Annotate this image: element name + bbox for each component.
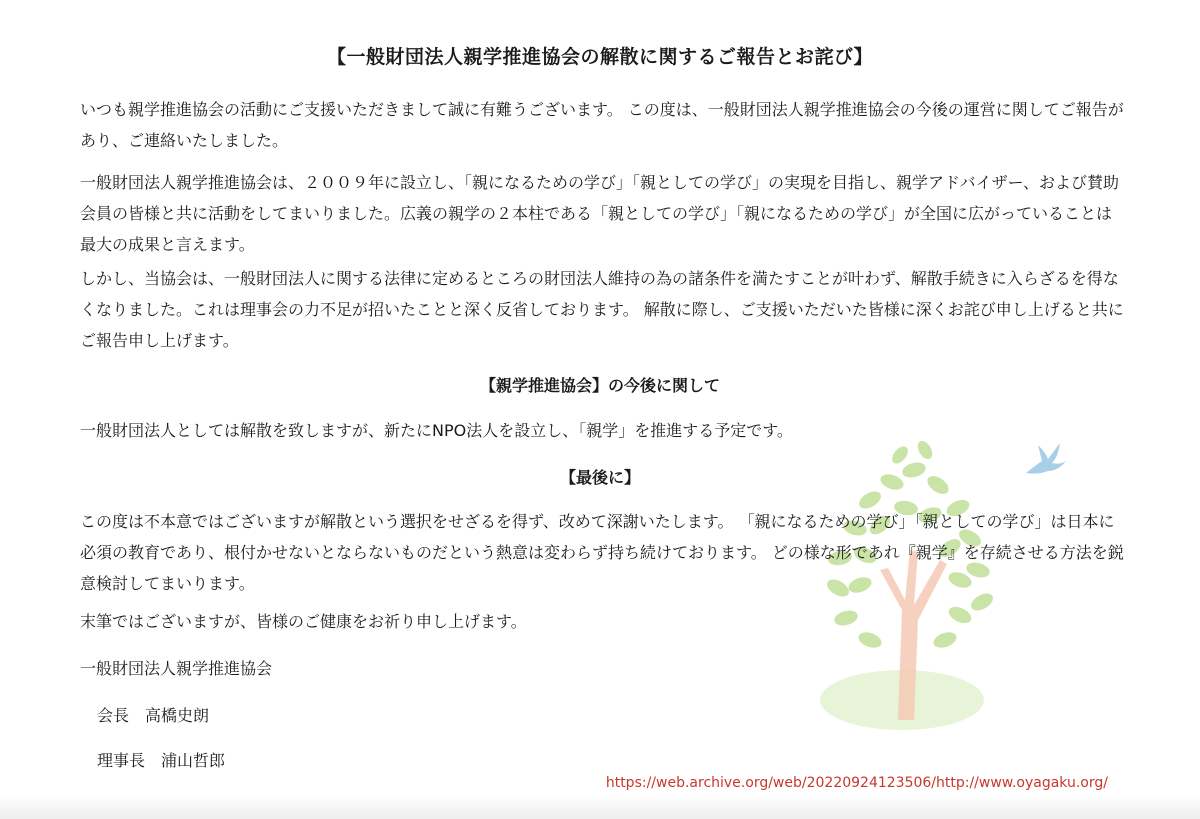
signature-chairman: 理事長 浦山哲郎 — [97, 751, 226, 770]
page-title: 【一般財団法人親学推進協会の解散に関するご報告とお詫び】 — [326, 46, 873, 68]
signature-organization: 一般財団法人親学推進協会 — [80, 659, 273, 678]
future-paragraph: 一般財団法人としては解散を致しますが、新たにNPO法人を設立し、「親学」を推進する予定です。 — [80, 421, 793, 440]
bottom-shadow — [0, 795, 1200, 819]
intro-paragraph: いつも親学推進協会の活動にご支援いただきまして誠に有難うございます。 この度は、一般財団法人親学推進協会の今後の運営に関してご報告があり、ご連絡いたしました。 — [80, 100, 1124, 150]
final-paragraph: この度は不本意ではございますが解散という選択をせざるを得ず、改めて深謝いたします。 「親になるための学び」「親としての学び」は日本に必須の教育であり、根付かせないとならないものだという熱意は変わらず持ち続けております。 どの様な形であれ『親学』を存続させる方法を鋭意検討してまいります。 — [80, 512, 1124, 593]
final-heading: 【最後に】 — [559, 468, 640, 487]
future-heading: 【親学推進協会】の今後に関して — [479, 376, 720, 395]
dissolution-paragraph: しかし、当協会は、一般財団法人に関する法律に定めるところの財団法人維持の為の諸条件を満たすことが叶わず、解散手続きに入らざるを得なくなりました。これは理事会の力不足が招いたことと深く反省しております。 解散に際し、ご支援いただいた皆様に深くお詫び申し上げると共にご報告申し上げます。 — [80, 269, 1124, 350]
closing-paragraph: 末筆ではございますが、皆様のご健康をお祈り申し上げます。 — [80, 612, 527, 631]
signature-president: 会長 高橋史朗 — [97, 706, 210, 725]
source-url: https://web.archive.org/web/20220924123506/http://www.oyagaku.org/ — [605, 775, 1108, 791]
history-paragraph: 一般財団法人親学推進協会は、２００９年に設立し、「親になるための学び」「親としての学び」の実現を目指し、親学アドバイザー、および賛助会員の皆様と共に活動をしてまいりました。広義の親学の２本柱である「親としての学び」「親になるための学び」が全国に広がっていることは最大の成果と言えます。 — [80, 173, 1120, 254]
